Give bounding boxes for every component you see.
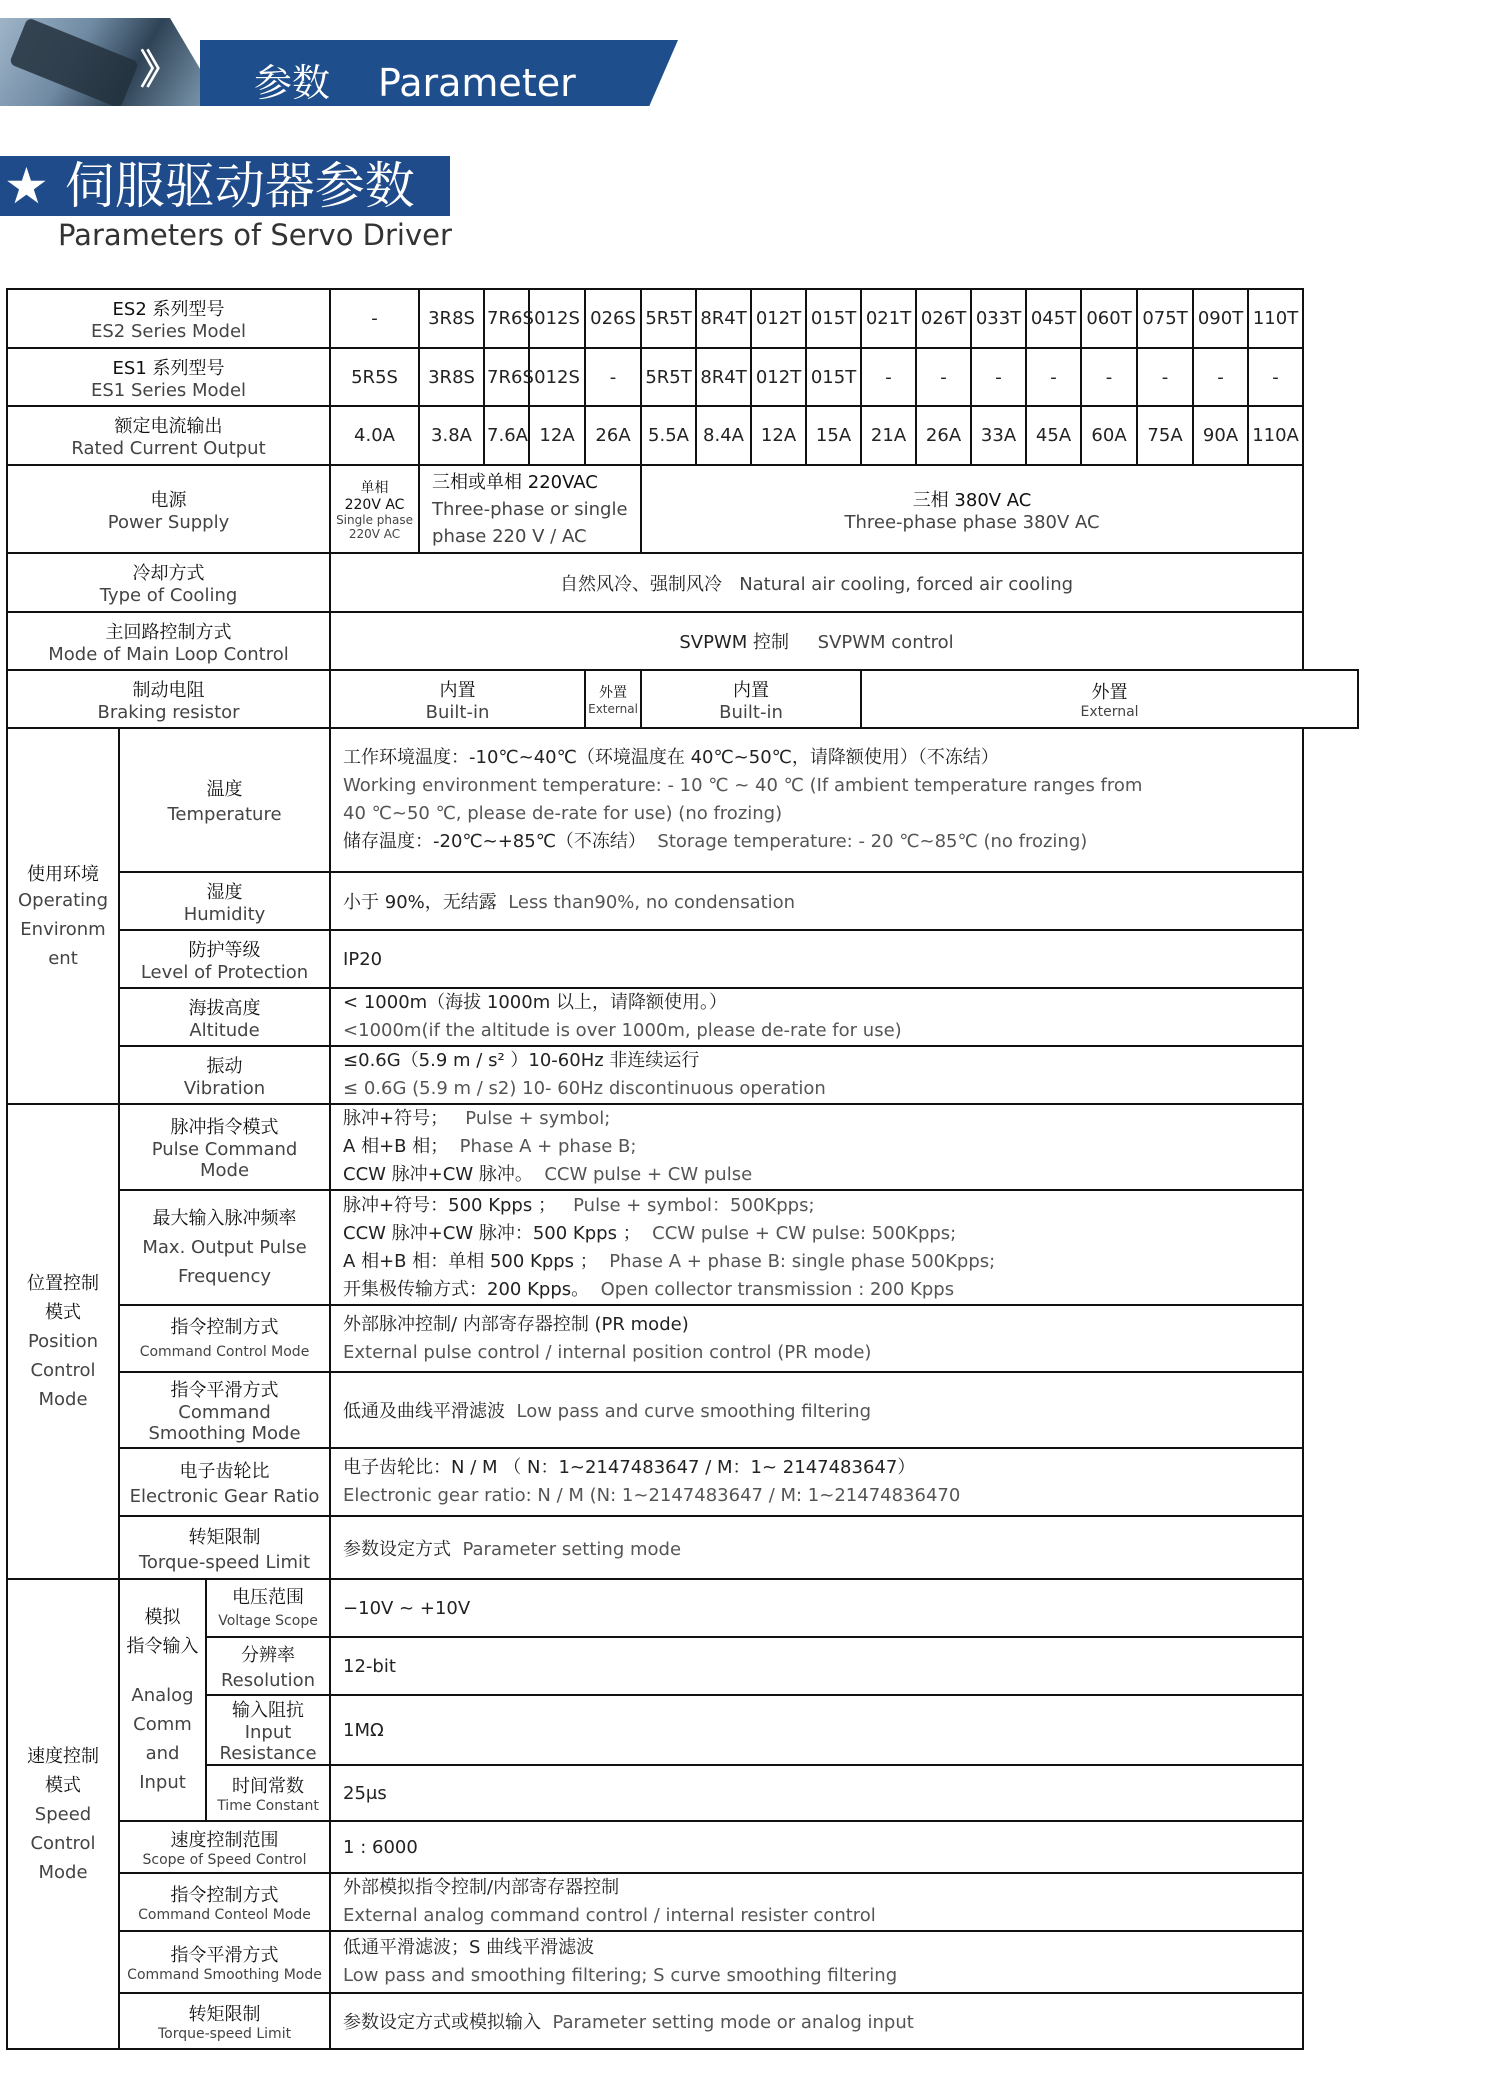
braking-built-in-2: 内置 Built-in [641,670,861,728]
table-row [7,553,1358,612]
table-cell: - [1081,348,1137,406]
table-cell: 7.6A [484,406,529,465]
table-cell: 12A [751,406,806,465]
voltage-header: 电压范围 Voltage Scope [206,1579,330,1637]
resolution-value: 12-bit [330,1637,1303,1695]
table-row [7,465,1358,553]
table-row [7,289,1358,348]
table-cell: 075T [1137,289,1193,348]
speed-cmd-ctrl-value: 外部模拟指令控制/内部寄存器控制 External analog command control / internal resister control [330,1873,1303,1931]
max-freq-value: 脉冲+符号：500 Kpps ； Pulse + symbol：500Kpps; CCW 脉冲+CW 脉冲：500 Kpps ； CCW pulse + CW pulse: 500Kpps; A 相+B 相：单相 500 Kpps ； Phase A + phase B: single phase 500Kpps; 开集极传输方式：200 Kpps。 Open collector transmission : 200 Kpps [330,1190,1303,1305]
table-cell: - [585,348,641,406]
altitude-header: 海拔高度 Altitude [119,988,330,1046]
speed-range-header: 速度控制范围 Scope of Speed Control [119,1821,330,1873]
pos-cmd-ctrl-value: 外部脉冲控制/ 内部寄存器控制 (PR mode) External pulse control / internal position control (PR mode) [330,1305,1303,1372]
speed-group-header: 速度控制 模式 Speed Control Mode [7,1579,119,2049]
table-cell: 60A [1081,406,1137,465]
table-row [7,1821,1358,1873]
table-cell: 3.8A [419,406,484,465]
table-cell: 75A [1137,406,1193,465]
table-cell: 012S [529,348,585,406]
table-cell: 110T [1248,289,1303,348]
table-cell: - [330,289,419,348]
max-freq-header: 最大输入脉冲频率 Max. Output Pulse Frequency [119,1190,330,1305]
loop-value: SVPWM 控制 SVPWM control [330,612,1303,670]
table-row [7,872,1358,930]
speed-torque-value: 参数设定方式或模拟输入 Parameter setting mode or analog input [330,1993,1303,2049]
table-row [7,1765,1358,1821]
voltage-value: −10V ~ +10V [330,1579,1303,1637]
table-row [7,1305,1358,1372]
table-cell: - [861,348,916,406]
table-cell: 33A [971,406,1026,465]
table-cell: 12A [529,406,585,465]
speed-smoothing-value: 低通平滑滤波；S 曲线平滑滤波 Low pass and smoothing filtering; S curve smoothing filtering [330,1931,1303,1993]
table-cell: 8R4T [696,348,751,406]
impedance-header: 输入阻抗 Input Resistance [206,1695,330,1765]
star-icon: ★ [4,157,49,215]
table-cell: - [971,348,1026,406]
temperature-header: 温度 Temperature [119,728,330,872]
table-cell: 026S [585,289,641,348]
vibration-header: 振动 Vibration [119,1046,330,1104]
table-row [7,1372,1358,1448]
time-const-value: 25μs [330,1765,1303,1821]
table-cell: 4.0A [330,406,419,465]
table-row [7,1873,1358,1931]
table-cell: 8.4A [696,406,751,465]
chevron-right-icon: 》 [140,47,170,93]
cooling-header: 冷却方式 Type of Cooling [7,553,330,612]
table-row [7,1931,1358,1993]
speed-range-value: 1 : 6000 [330,1821,1303,1873]
table-cell: - [1193,348,1248,406]
altitude-value: < 1000m（海拔 1000m 以上，请降额使用。） <1000m(if the altitude is over 1000m, please de-rate for use) [330,988,1303,1046]
pulse-mode-header: 脉冲指令模式 Pulse Command Mode [119,1104,330,1190]
table-cell: 5R5T [641,348,696,406]
braking-external-2: 外置 External [861,670,1358,728]
table-row [7,406,1358,465]
pos-cmd-ctrl-header: 指令控制方式 Command Control Mode [119,1305,330,1372]
table-cell: 90A [1193,406,1248,465]
table-cell: 26A [585,406,641,465]
table-cell: 045T [1026,289,1081,348]
table-row [7,988,1358,1046]
resolution-header: 分辨率 Resolution [206,1637,330,1695]
servo-driver-photo [0,18,222,106]
braking-header: 制动电阻 Braking resistor [7,670,330,728]
table-row [7,670,1358,728]
table-row [7,1695,1358,1765]
gear-header: 电子齿轮比 Electronic Gear Ratio [119,1448,330,1516]
position-group-header: 位置控制 模式 Position Control Mode [7,1104,119,1579]
table-cell: 45A [1026,406,1081,465]
parameter-table [6,288,1359,2050]
table-row [7,1104,1358,1190]
cooling-value: 自然风冷、强制风冷 Natural air cooling, forced air cooling [330,553,1303,612]
table-cell: - [1026,348,1081,406]
vibration-value: ≤0.6G（5.9 m / s² ）10-60Hz 非连续运行 ≤ 0.6G (5.9 m / s2) 10- 60Hz discontinuous operation [330,1046,1303,1104]
pos-smoothing-header: 指令平滑方式 Command Smoothing Mode [119,1372,330,1448]
table-row [7,1046,1358,1104]
banner-title [254,52,576,107]
table-cell: 7R6S [484,348,529,406]
humidity-header: 湿度 Humidity [119,872,330,930]
header-banner [0,18,680,106]
table-row [7,1579,1358,1637]
table-cell: 26A [916,406,971,465]
section-subtitle: Parameters of Servo Driver [58,218,452,252]
table-cell: 15A [806,406,861,465]
temperature-value: 工作环境温度：-10℃~40℃（环境温度在 40℃~50℃，请降额使用）（不冻结） Working environment temperature: - 10 ℃ ~ 40 ℃ (If ambient temperature ranges from 40 ℃~50 ℃, please de-rate for use) (no frozing) 储存温度：-20℃~+85℃（不冻结） Storage temperature: - 20 ℃~85℃ (no frozing) [330,728,1303,872]
table-cell: 015T [806,289,861,348]
table-cell: 5R5S [330,348,419,406]
table-cell: 021T [861,289,916,348]
table-cell: 21A [861,406,916,465]
table-row [7,348,1358,406]
table-row [7,1637,1358,1695]
table-row [7,1993,1358,2049]
es1-header: ES1 系列型号 ES1 Series Model [7,348,330,406]
table-row [7,1448,1358,1516]
es2-header: ES2 系列型号 ES2 Series Model [7,289,330,348]
table-cell: 090T [1193,289,1248,348]
table-row [7,1516,1358,1579]
table-row [7,728,1358,872]
section-title [0,156,450,216]
table-cell: 3R8S [419,289,484,348]
pos-smoothing-value: 低通及曲线平滑滤波 Low pass and curve smoothing filtering [330,1372,1303,1448]
table-row [7,930,1358,988]
table-cell: - [1248,348,1303,406]
banner-title-en: Parameter [378,61,576,105]
table-cell: 8R4T [696,289,751,348]
table-row [7,1190,1358,1305]
power-single-phase: 单相 220V AC Single phase 220V AC [330,465,419,553]
table-cell: 5R5T [641,289,696,348]
table-cell: 012S [529,289,585,348]
protection-value: IP20 [330,930,1303,988]
pos-torque-value: 参数设定方式 Parameter setting mode [330,1516,1303,1579]
pos-torque-header: 转矩限制 Torque-speed Limit [119,1516,330,1579]
braking-external-1: 外置 External [585,670,641,728]
table-cell: - [916,348,971,406]
speed-cmd-ctrl-header: 指令控制方式 Command Conteol Mode [119,1873,330,1931]
table-cell: - [1137,348,1193,406]
table-cell: 012T [751,289,806,348]
table-cell: 3R8S [419,348,484,406]
current-header: 额定电流输出 Rated Current Output [7,406,330,465]
power-three-phase: 三相 380V AC Three-phase phase 380V AC [641,465,1303,553]
protection-header: 防护等级 Level of Protection [119,930,330,988]
table-cell: 7R6S [484,289,529,348]
braking-built-in-1: 内置 Built-in [330,670,585,728]
power-header: 电源 Power Supply [7,465,330,553]
speed-torque-header: 转矩限制 Torque-speed Limit [119,1993,330,2049]
table-cell: 033T [971,289,1026,348]
power-three-or-single: 三相或单相 220VAC Three-phase or single phase 220 V / AC [419,465,641,553]
impedance-value: 1MΩ [330,1695,1303,1765]
table-cell: 012T [751,348,806,406]
table-cell: 060T [1081,289,1137,348]
loop-header: 主回路控制方式 Mode of Main Loop Control [7,612,330,670]
table-cell: 015T [806,348,861,406]
analog-input-header: 模拟 指令输入 Analog Comm and Input [119,1579,206,1821]
table-cell: 110A [1248,406,1303,465]
humidity-value: 小于 90%，无结露 Less than90%, no condensation [330,872,1303,930]
banner-title-zh: 参数 [254,61,331,105]
table-row [7,612,1358,670]
table-cell: 5.5A [641,406,696,465]
table-cell: 026T [916,289,971,348]
time-const-header: 时间常数 Time Constant [206,1765,330,1821]
speed-smoothing-header: 指令平滑方式 Command Smoothing Mode [119,1931,330,1993]
section-title-zh: 伺服驱动器参数 [64,157,415,215]
env-group-header: 使用环境 Operating Environm ent [7,728,119,1104]
pulse-mode-value: 脉冲+符号； Pulse + symbol; A 相+B 相； Phase A + phase B; CCW 脉冲+CW 脉冲。 CCW pulse + CW pulse [330,1104,1303,1190]
gear-value: 电子齿轮比：N / M （ N：1~2147483647 / M：1~ 2147483647） Electronic gear ratio: N / M (N: 1~2147483647 / M: 1~21474836470 [330,1448,1303,1516]
